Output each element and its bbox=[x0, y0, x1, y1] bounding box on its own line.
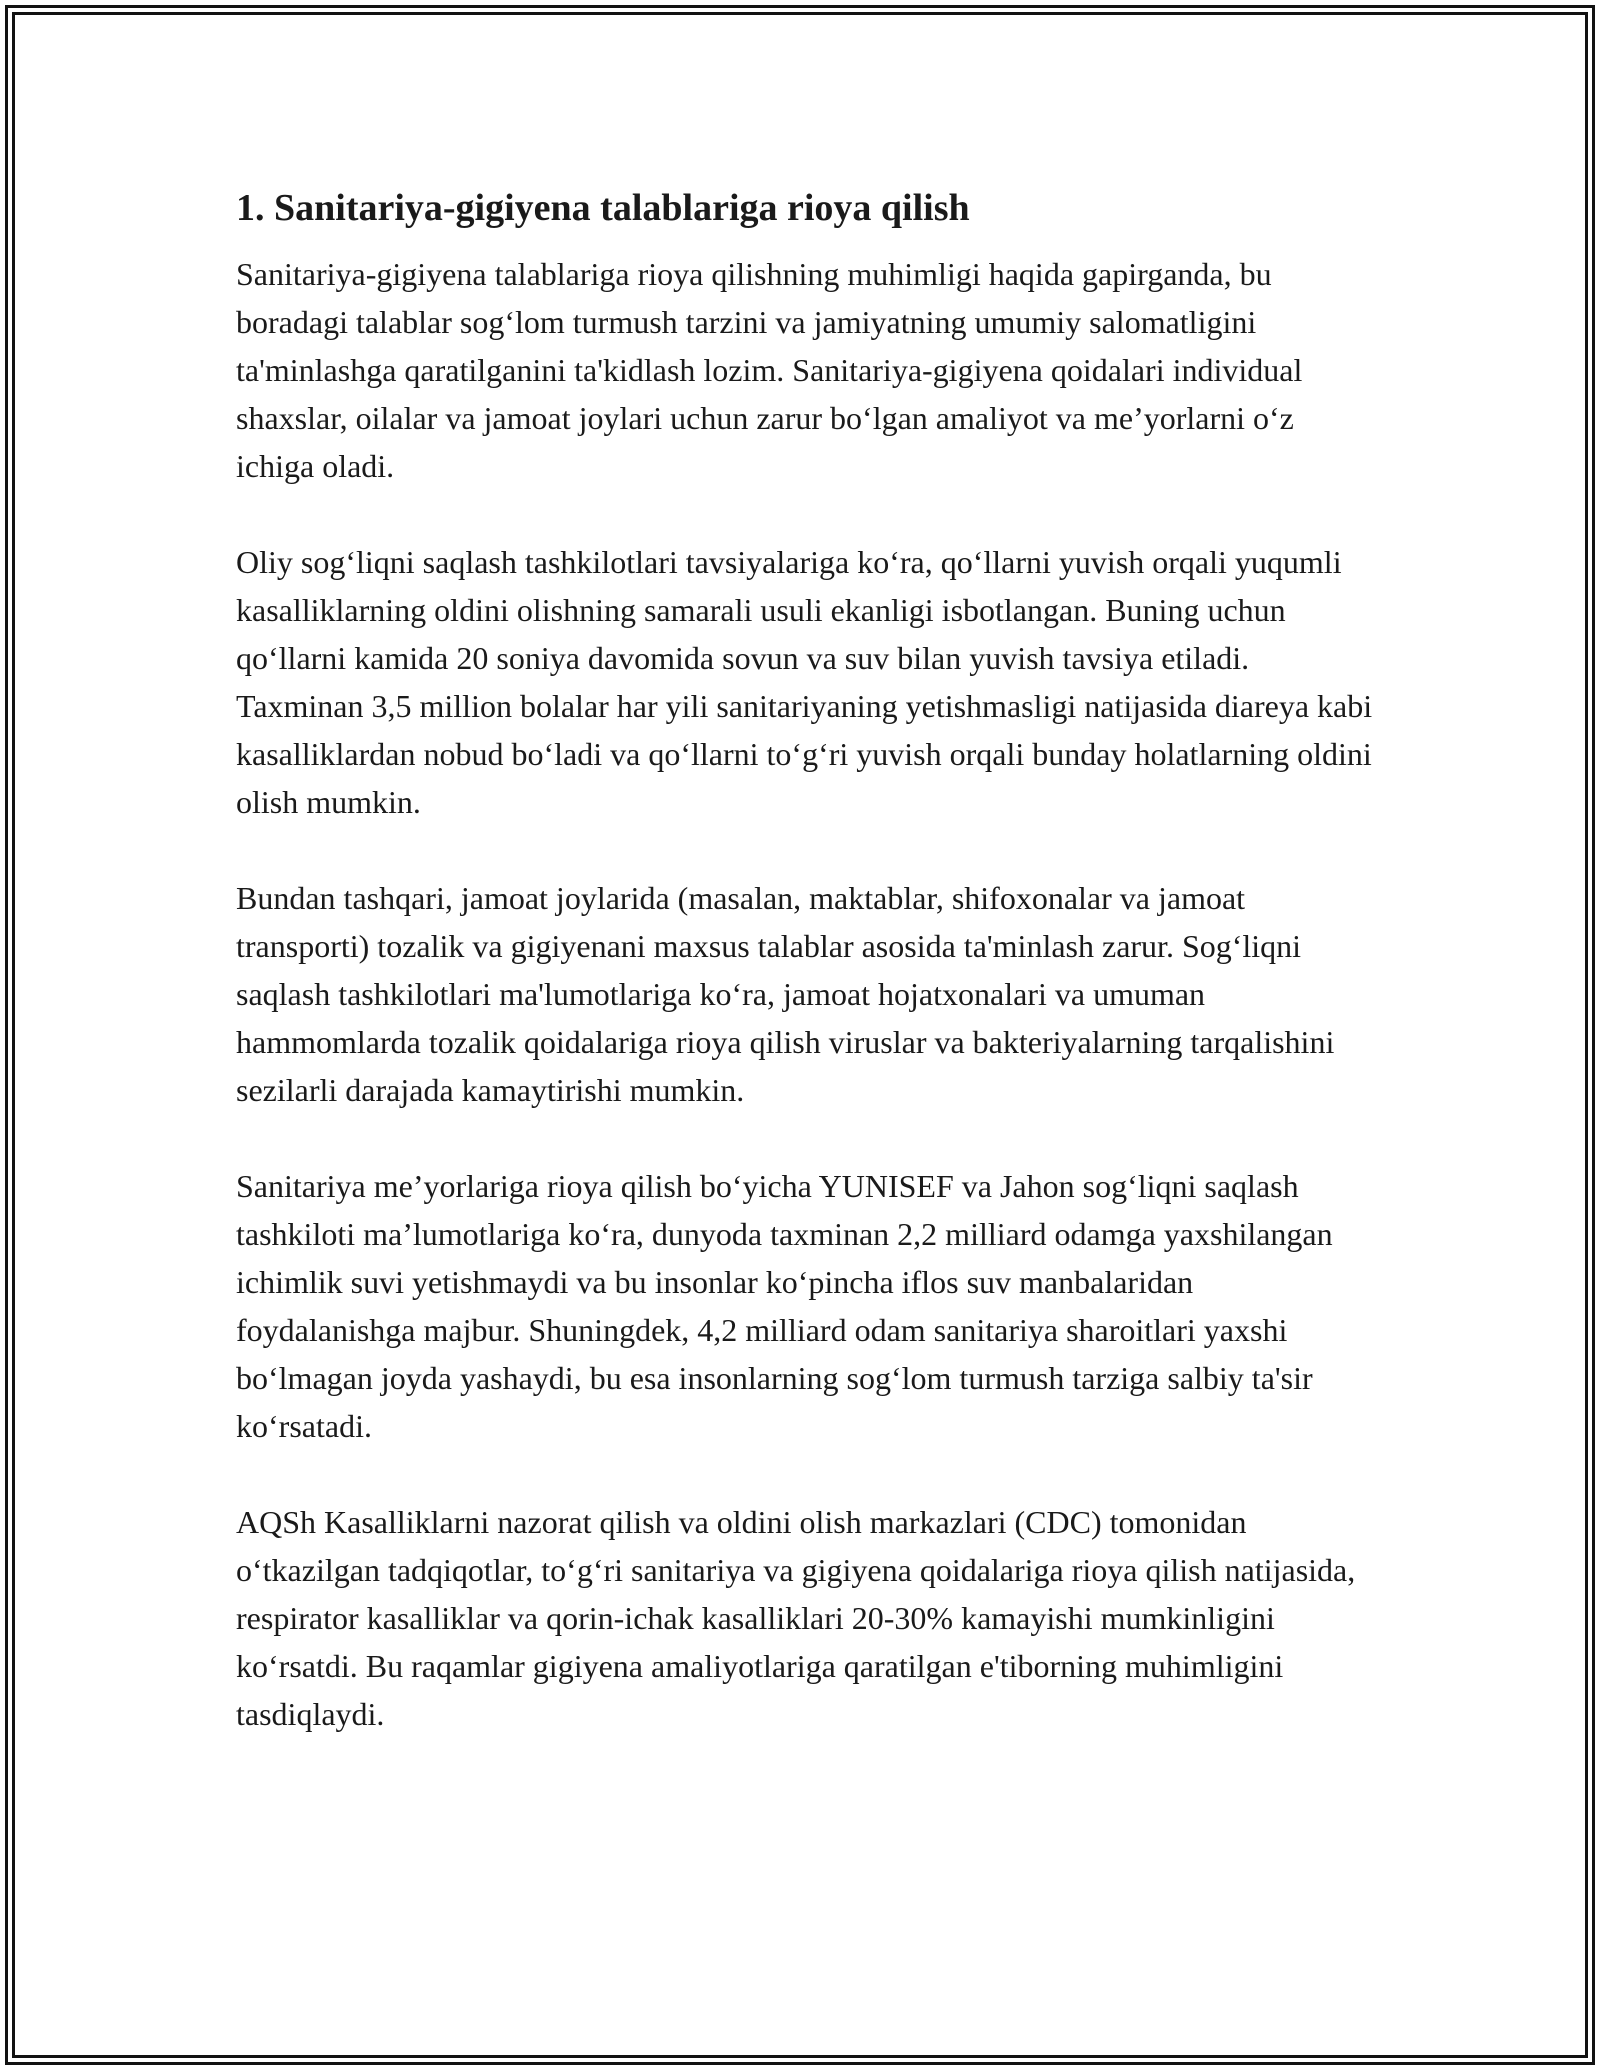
paragraph: Sanitariya me’yorlariga rioya qilish bo‘yicha YUNISEF va Jahon sog‘liqni saqlash tashkiloti ma’lumotlariga ko‘ra, dunyoda taxminan 2,2 milliard odamga yaxshilangan ichimlik suvi yetishmaydi va bu insonlar ko‘pincha iflos suv manbalaridan foydalanishga majbur. Shuningdek, 4,2 milliard odam sanitariya sharoitlari yaxshi bo‘lmagan joyda yashaydi, bu esa insonlarning sog‘lom turmush tarziga salbiy ta'sir ko‘rsatadi. bbox=[236, 1167, 1333, 1444]
paragraph: Oliy sog‘liqni saqlash tashkilotlari tavsiyalariga ko‘ra, qo‘llarni yuvish orqali yuqumli kasalliklarning oldini olishning samarali usuli ekanligi isbotlangan. Buning uchun qo‘llarni kamida 20 soniya davomida sovun va suv bilan yuvish tavsiya etiladi. Taxminan 3,5 million bolalar har yili sanitariyaning yetishmasligi natijasida diareya kabi kasalliklardan nobud bo‘ladi va qo‘llarni to‘g‘ri yuvish orqali bunday holatlarning oldini olish mumkin. bbox=[236, 543, 1373, 820]
document-body bbox=[236, 186, 1376, 1738]
paragraph: Sanitariya-gigiyena talablariga rioya qilishning muhimligi haqida gapirganda, bu boradagi talablar sog‘lom turmush tarzini va jamiyatning umumiy salomatligini ta'minlashga qaratilganini ta'kidlash lozim. Sanitariya-gigiyena qoidalari individual shaxslar, oilalar va jamoat joylari uchun zarur bo‘lgan amaliyot va me’yorlarni o‘z ichiga oladi. bbox=[236, 255, 1303, 484]
paragraph: AQSh Kasalliklarni nazorat qilish va oldini olish markazlari (CDC) tomonidan o‘tkazilgan tadqiqotlar, to‘g‘ri sanitariya va gigiyena qoidalariga rioya qilish natijasida, respirator kasalliklar va qorin-ichak kasalliklari 20-30% kamayishi mumkinligini ko‘rsatdi. Bu raqamlar gigiyena amaliyotlariga qaratilgan e'tiborning muhimligini tasdiqlaydi. bbox=[236, 1503, 1356, 1732]
section-heading: 1. Sanitariya-gigiyena talablariga rioya qilish bbox=[236, 187, 970, 229]
paragraph: Bundan tashqari, jamoat joylarida (masalan, maktablar, shifoxonalar va jamoat transporti) tozalik va gigiyenani maxsus talablar asosida ta'minlash zarur. Sog‘liqni saqlash tashkilotlari ma'lumotlariga ko‘ra, jamoat hojatxonalari va umuman hammomlarda tozalik qoidalariga rioya qilish viruslar va bakteriyalarning tarqalishini sezilarli darajada kamaytirishi mumkin. bbox=[236, 879, 1335, 1108]
